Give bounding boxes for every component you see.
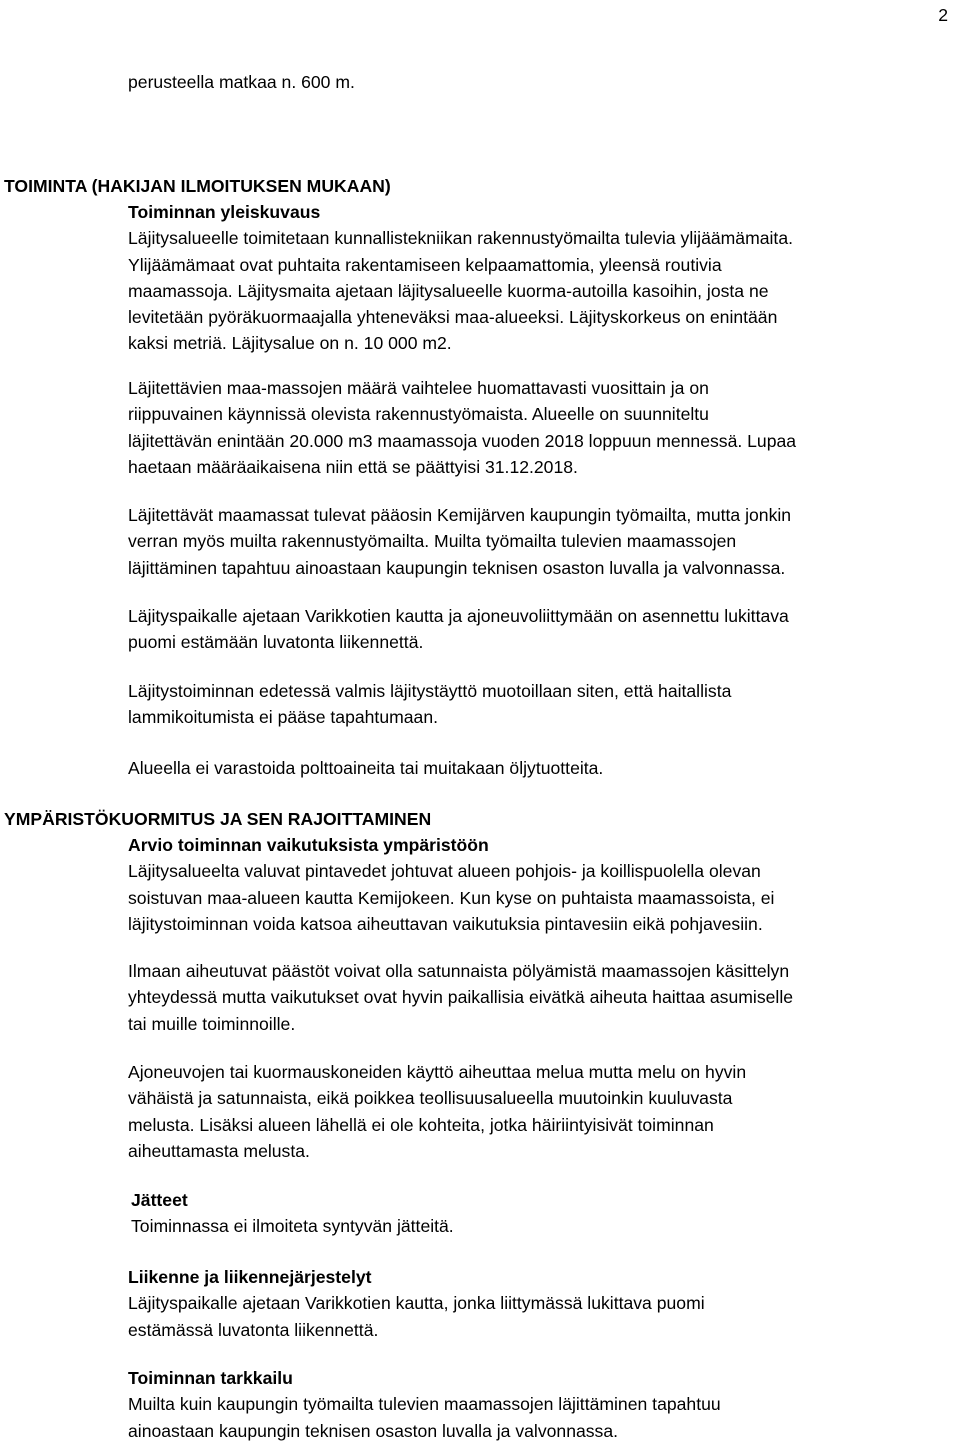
paragraph-line: läjitystoiminnan voida katsoa aiheuttavan vaikutuksia pintavesiin eikä pohjavesiin. xyxy=(128,913,763,934)
ymparisto-paragraph-2 xyxy=(128,958,958,1037)
intro-paragraph xyxy=(128,69,958,95)
paragraph-line: estämässä luvatonta liikennettä. xyxy=(128,1319,379,1340)
jatteet-section xyxy=(131,1187,960,1240)
paragraph-line: Läjitystoiminnan edetessä valmis läjitystäyttö muotoillaan siten, että haitallista xyxy=(128,681,732,701)
paragraph-line: maamassoja. Läjitysmaita ajetaan läjitysalueelle kuorma-autoilla kasoihin, josta ne xyxy=(128,280,769,301)
paragraph-line: Alueella ei varastoida polttoaineita tai muitakaan öljytuotteita. xyxy=(128,758,604,778)
paragraph-line: Läjityspaikalle ajetaan Varikkotien kautta ja ajoneuvoliittymään on asennettu lukittava xyxy=(128,606,789,626)
subtitle-liikenne: Liikenne ja liikennejärjestelyt xyxy=(128,1267,372,1287)
paragraph-line: lammikoitumista ei pääse tapahtumaan. xyxy=(128,707,439,728)
paragraph-line: haetaan määräaikaisena niin että se päättyisi 31.12.2018. xyxy=(128,456,578,477)
intro-line: perusteella matkaa n. 600 m. xyxy=(128,72,355,92)
paragraph-line: Ajoneuvojen tai kuormauskoneiden käyttö aiheuttaa melua mutta melu on hyvin xyxy=(128,1062,747,1082)
paragraph-line: riippuvainen käynnissä olevista rakennustyömaista. Alueelle on suunniteltu xyxy=(128,404,709,425)
toiminta-paragraph-6 xyxy=(128,755,958,781)
liikenne-section xyxy=(128,1264,958,1343)
paragraph-line: Toiminnassa ei ilmoiteta syntyvän jätteitä. xyxy=(131,1216,454,1237)
toiminta-paragraph-3 xyxy=(128,502,958,581)
tarkkailu-section xyxy=(128,1365,958,1444)
paragraph-line: yhteydessä mutta vaikutukset ovat hyvin paikallisia eivätkä aiheuta haittaa asumiselle xyxy=(128,987,794,1008)
paragraph-line: ainoastaan kaupungin teknisen osaston luvalla ja valvonnassa. xyxy=(128,1420,619,1441)
subtitle-arvio-vaikutuksista: Arvio toiminnan vaikutuksista ympäristöön xyxy=(128,835,489,855)
paragraph-line: tai muille toiminnoille. xyxy=(128,1013,296,1034)
paragraph-line: levitetään pyöräkuormaajalla yhteneväksi maa-alueeksi. Läjityskorkeus on enintään xyxy=(128,307,778,328)
paragraph-line: aiheuttamasta melusta. xyxy=(128,1140,310,1161)
toiminta-paragraph-5 xyxy=(128,678,958,731)
paragraph-line: Läjityspaikalle ajetaan Varikkotien kautta, jonka liittymässä lukittava puomi xyxy=(128,1293,705,1314)
toiminta-overview xyxy=(128,199,958,357)
page-number: 2 xyxy=(938,5,948,25)
subtitle-toiminnan-yleiskuvaus: Toiminnan yleiskuvaus xyxy=(128,202,321,222)
toiminta-paragraph-4 xyxy=(128,603,958,656)
paragraph-line: puomi estämään luvatonta liikennettä. xyxy=(128,632,424,653)
toiminta-paragraph-2 xyxy=(128,375,958,480)
subtitle-toiminnan-tarkkailu: Toiminnan tarkkailu xyxy=(128,1368,293,1388)
section-title-ymparistokuormitus: YMPÄRISTÖKUORMITUS JA SEN RAJOITTAMINEN xyxy=(4,809,432,829)
paragraph-line: soistuvan maa-alueen kautta Kemijokeen. Kun kyse on puhtaista maamassoista, ei xyxy=(128,887,775,908)
paragraph-line: läjitettävän enintään 20.000 m3 maamassoja vuoden 2018 loppuun mennessä. Lupaa xyxy=(128,430,797,451)
paragraph-line: Läjitysalueelle toimitetaan kunnallistekniikan rakennustyömailta tulevia ylijäämämaita. xyxy=(128,228,793,249)
paragraph-line: Ylijäämämaat ovat puhtaita rakentamiseen kelpaamattomia, yleensä routivia xyxy=(128,254,722,275)
paragraph-line: Läjitettävien maa-massojen määrä vaihtelee huomattavasti vuosittain ja on xyxy=(128,378,709,398)
paragraph-line: Muilta kuin kaupungin työmailta tulevien maamassojen läjittäminen tapahtuu xyxy=(128,1394,721,1415)
paragraph-line: läjittäminen tapahtuu ainoastaan kaupungin teknisen osaston luvalla ja valvonnassa. xyxy=(128,557,786,578)
paragraph-line: verran myös muilta rakennustyömailta. Muilta työmailta tulevien maamassojen xyxy=(128,531,737,552)
paragraph-line: vähäistä ja satunnaista, eikä poikkea teollisuusalueella muutoinkin kuuluvasta xyxy=(128,1088,733,1109)
subtitle-jatteet: Jätteet xyxy=(131,1190,188,1210)
paragraph-line: Ilmaan aiheutuvat päästöt voivat olla satunnaista pölyämistä maamassojen käsittelyn xyxy=(128,961,790,981)
paragraph-line: melusta. Lisäksi alueen lähellä ei ole kohteita, jotka häiriintyisivät toiminnan xyxy=(128,1114,714,1135)
ymparisto-assessment xyxy=(128,832,958,937)
ymparisto-paragraph-3 xyxy=(128,1059,958,1164)
section-title-toiminta: TOIMINTA (HAKIJAN ILMOITUKSEN MUKAAN) xyxy=(4,176,391,196)
paragraph-line: kaksi metriä. Läjitysalue on n. 10 000 m2. xyxy=(128,333,452,354)
paragraph-line: Läjitettävät maamassat tulevat pääosin Kemijärven kaupungin työmailta, mutta jonkin xyxy=(128,505,792,525)
paragraph-line: Läjitysalueelta valuvat pintavedet johtuvat alueen pohjois- ja koillispuolella olevan xyxy=(128,861,761,882)
